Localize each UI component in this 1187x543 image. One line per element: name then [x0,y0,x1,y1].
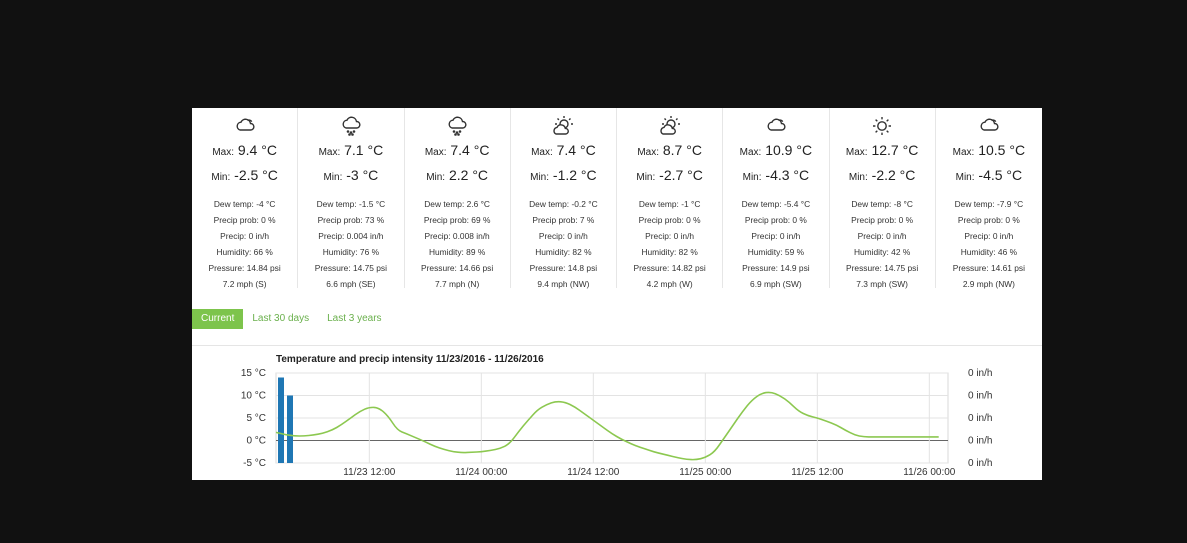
pressure: Pressure: 14.66 psi [421,263,494,273]
precip-intensity: Precip: 0 in/h [964,231,1014,241]
precip-intensity: Precip: 0.004 in/h [318,231,384,241]
min-temp: Min: -2.5 °C [211,167,278,183]
humidity: Humidity: 66 % [216,247,273,257]
humidity: Humidity: 89 % [428,247,486,257]
forecast-strip [192,108,1042,296]
precip-intensity: Precip: 0 in/h [857,231,907,241]
history-tabs [192,309,391,329]
temperature-line [276,392,939,459]
humidity: Humidity: 46 % [960,247,1018,257]
y-tick-label: 10 °C [240,390,266,402]
y-tick-label: 5 °C [246,413,266,424]
wind: 6.6 mph (SE) [326,279,376,289]
chart-title: Temperature and precip intensity 11/23/2016 - 11/26/2016 [276,354,544,365]
precip-bar [287,396,293,464]
day-details [405,196,510,292]
pressure: Pressure: 14.61 psi [952,263,1025,273]
tab-current[interactable]: Current [192,309,243,329]
pressure: Pressure: 14.84 psi [208,263,281,273]
precip-prob: Precip prob: 0 % [638,215,701,225]
temperature-precip-chart [192,346,1042,480]
min-temp: Min: -3 °C [323,167,379,183]
x-tick-label: 11/24 00:00 [455,467,508,478]
wind: 2.9 mph (NW) [962,279,1015,289]
humidity: Humidity: 82 % [641,247,698,257]
day-details [511,196,616,292]
humidity: Humidity: 76 % [322,247,380,257]
forecast-day [298,108,404,288]
day-details [192,196,297,292]
tab-last-30-days[interactable]: Last 30 days [252,313,310,324]
precip-prob: Precip prob: 73 % [317,215,385,225]
day-details [617,196,722,292]
forecast-day [405,108,511,288]
forecast-day [936,108,1042,288]
precip-intensity: Precip: 0 in/h [645,231,695,241]
y2-tick-label: 0 in/h [968,435,993,447]
precip-intensity: Precip: 0 in/h [751,231,801,241]
max-temp: Max: 12.7 °C [845,142,919,158]
dew-temp: Dew temp: -0.2 °C [529,199,598,209]
y-tick-label: 15 °C [240,368,266,379]
dew-temp: Dew temp: -1 °C [638,199,701,209]
day-details [723,196,828,292]
wind: 6.9 mph (SW) [750,279,802,289]
humidity: Humidity: 42 % [853,247,911,257]
x-tick-label: 11/23 12:00 [343,467,396,478]
sun-cloud-icon [617,114,722,138]
dew-temp: Dew temp: -1.5 °C [316,199,386,209]
y-tick-label: 0 °C [246,435,266,447]
forecast-day [830,108,936,288]
precip-prob: Precip prob: 0 % [213,215,276,225]
dew-temp: Dew temp: -8 °C [851,199,913,209]
sun-cloud-icon [511,114,616,138]
y2-tick-label: 0 in/h [968,413,993,424]
pressure: Pressure: 14.82 psi [633,263,706,273]
day-details [936,196,1042,292]
day-details [298,196,403,292]
dew-temp: Dew temp: 2.6 °C [424,199,490,209]
wind: 4.2 mph (W) [646,279,693,289]
max-temp: Max: 9.4 °C [212,142,277,158]
precip-prob: Precip prob: 0 % [744,215,807,225]
max-temp: Max: 8.7 °C [637,142,702,158]
precip-prob: Precip prob: 0 % [957,215,1020,225]
max-temp: Max: 7.1 °C [318,142,384,158]
pressure: Pressure: 14.75 psi [314,263,387,273]
partly-cloudy-icon [936,114,1042,138]
max-temp: Max: 10.5 °C [952,142,1026,158]
dew-temp: Dew temp: -7.9 °C [954,199,1024,209]
rain-cloud-icon [298,114,403,138]
precip-prob: Precip prob: 7 % [532,215,595,225]
max-temp: Max: 7.4 °C [531,142,596,158]
y2-tick-label: 0 in/h [968,458,993,469]
x-tick-label: 11/24 12:00 [567,467,620,478]
partly-cloudy-icon [723,114,828,138]
x-tick-label: 11/25 00:00 [679,467,732,478]
max-temp: Max: 10.9 °C [739,142,813,158]
dew-temp: Dew temp: -5.4 °C [741,199,811,209]
wind: 7.3 mph (SW) [856,279,908,289]
partly-cloudy-icon [192,114,297,138]
y2-tick-label: 0 in/h [968,368,993,379]
y2-tick-label: 0 in/h [968,390,993,402]
pressure: Pressure: 14.75 psi [846,263,919,273]
precip-bar [278,378,284,464]
wind: 9.4 mph (NW) [537,279,590,289]
sun-icon [830,114,935,138]
dew-temp: Dew temp: -4 °C [213,199,276,209]
precip-intensity: Precip: 0 in/h [538,231,588,241]
y-tick-label: -5 °C [243,458,266,469]
min-temp: Min: -4.3 °C [742,167,810,183]
weather-panel [192,108,1042,480]
precip-intensity: Precip: 0.008 in/h [424,231,490,241]
forecast-day [511,108,617,288]
min-temp: Min: 2.2 °C [426,167,489,183]
min-temp: Min: -1.2 °C [530,167,597,183]
max-temp: Max: 7.4 °C [424,142,490,158]
wind: 7.7 mph (N) [435,279,480,289]
pressure: Pressure: 14.8 psi [529,263,598,273]
day-details [830,196,935,292]
forecast-day [723,108,829,288]
rain-cloud-icon [405,114,510,138]
humidity: Humidity: 59 % [747,247,805,257]
wind: 7.2 mph (S) [222,279,267,289]
pressure: Pressure: 14.9 psi [742,263,810,273]
humidity: Humidity: 82 % [535,247,592,257]
min-temp: Min: -4.5 °C [955,167,1023,183]
forecast-day [617,108,723,288]
precip-intensity: Precip: 0 in/h [220,231,270,241]
x-tick-label: 11/26 00:00 [903,467,956,478]
precip-prob: Precip prob: 0 % [851,215,914,225]
tab-last-3-years[interactable]: Last 3 years [327,313,382,324]
precip-prob: Precip prob: 69 % [423,215,491,225]
x-tick-label: 11/25 12:00 [791,467,844,478]
min-temp: Min: -2.2 °C [848,167,916,183]
min-temp: Min: -2.7 °C [636,167,703,183]
forecast-day [192,108,298,288]
